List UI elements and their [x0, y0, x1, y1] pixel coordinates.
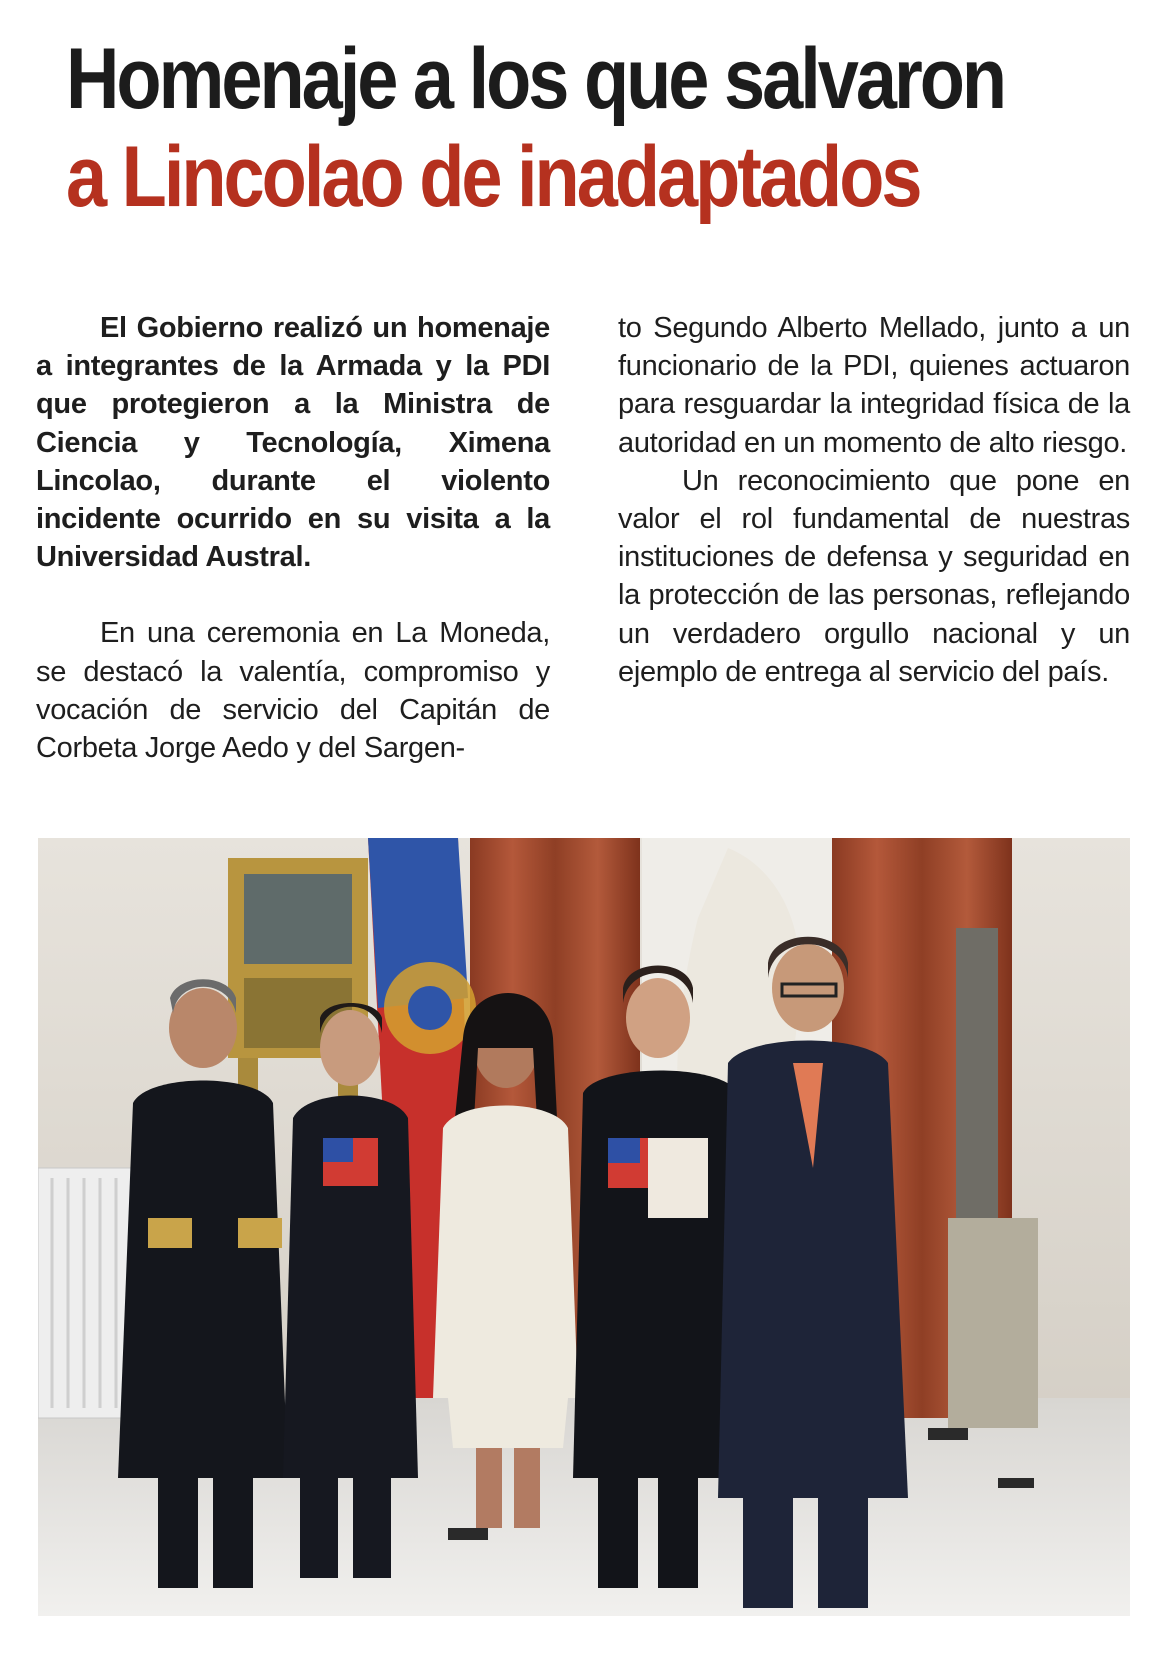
article-column-right — [618, 309, 1130, 691]
body-paragraph-1-start: En una ceremonia en La Moneda, se destacó la valentía, compromiso y vocación de servicio del Capitán de Corbeta Jorge Aedo y del Sargen- — [36, 617, 550, 765]
ceremony-photo — [38, 838, 1130, 1616]
body-paragraph-1-continued: to Segundo Alberto Mellado, junto a un funcionario de la PDI, quienes actuaron para resguardar la integridad física de la autoridad en un momento de alto riesgo. — [618, 312, 1130, 459]
ceremony-photo-illustration — [38, 838, 1130, 1616]
lead-paragraph: El Gobierno realizó un homenaje a integrantes de la Armada y la PDI que protegieron a la Ministra de Ciencia y Tecnología, Ximena Lincolao, durante el violento incidente ocurrido en su visita a la Universidad Austral. — [36, 312, 550, 574]
headline-line-1: Homenaje a los que salvaron — [66, 31, 1005, 127]
body-paragraph-2: Un reconocimiento que pone en valor el rol fundamental de nuestras instituciones de defensa y seguridad en la protección de las personas, reflejando un verdadero orgullo nacional y un ejemplo de entrega al servicio del país. — [618, 464, 1130, 688]
headline — [66, 30, 1005, 226]
headline-line-2: a Lincolao de inadaptados — [66, 129, 920, 225]
article-column-left — [36, 309, 550, 767]
